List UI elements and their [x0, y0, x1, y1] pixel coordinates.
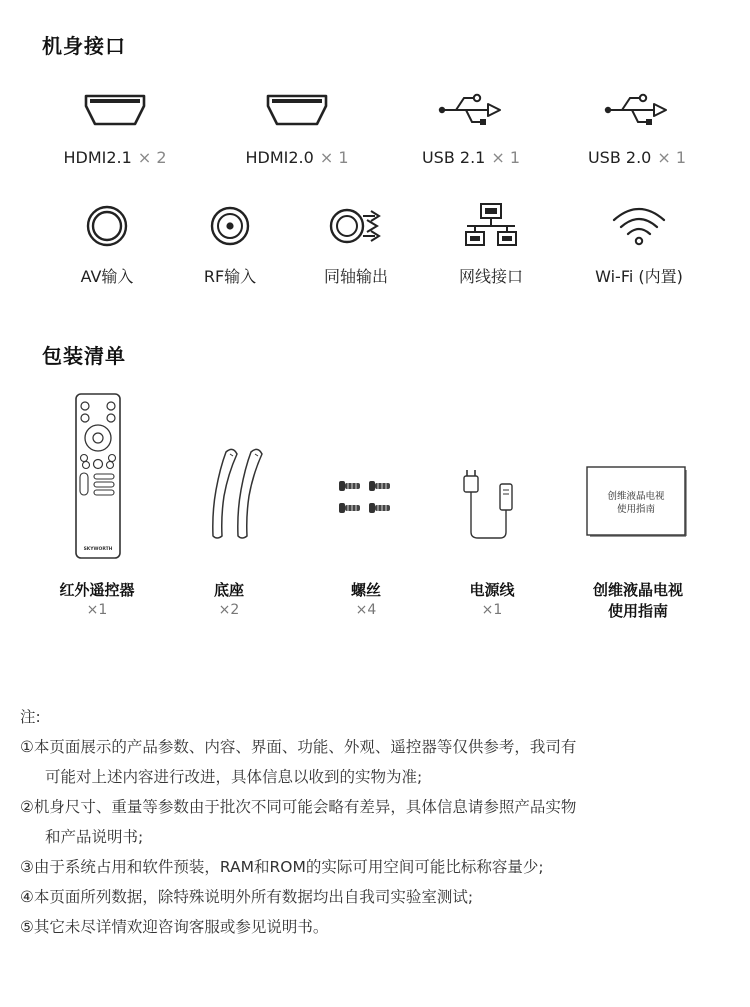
port-wifi: Wi-Fi (内置)	[554, 198, 724, 287]
port-ethernet: 网线接口	[406, 198, 576, 287]
notes-heading: 注:	[20, 708, 41, 726]
remote-brand: SKYWORTH	[83, 547, 113, 552]
usb-icon	[436, 93, 506, 127]
note-line: ②机身尺寸、重量等参数由于批次不同可能会略有差异，具体信息请参照产品实物	[20, 798, 577, 816]
note-line: ④本页面所列数据，除特殊说明外所有数据均出自我司实验室测试;	[20, 888, 474, 906]
note-line: ③由于系统占用和软件预装，RAM和ROM的实际可用空间可能比标称容量少;	[20, 858, 544, 876]
port-usb21: USB 2.1 × 1	[386, 82, 556, 167]
manual-book-icon	[586, 466, 688, 538]
note-line: 可能对上述内容进行改进，具体信息以收到的实物为准;	[45, 768, 423, 786]
port-hdmi21: HDMI2.1 × 2	[30, 82, 200, 167]
note-line: 和产品说明书;	[45, 828, 144, 846]
hdmi-icon	[265, 92, 329, 128]
package-item-screws: 螺丝 ×4	[350, 581, 381, 618]
notes	[20, 702, 730, 942]
usb-icon	[602, 93, 672, 127]
note-line: ①本页面展示的产品参数、内容、界面、功能、外观、遥控器等仅供参考，我司有	[20, 738, 577, 756]
coaxial-icon	[327, 203, 385, 249]
package-item-manual: 创维液晶电视 使用指南	[592, 581, 683, 620]
port-av-in: AV输入	[22, 198, 192, 287]
hdmi-icon	[83, 92, 147, 128]
stand-legs-icon	[206, 444, 276, 544]
rf-jack-icon	[207, 203, 253, 249]
wifi-icon	[610, 204, 668, 248]
power-cord-icon	[458, 462, 522, 546]
manual-cover-line2: 使用指南	[616, 504, 656, 515]
package-item-stand: 底座 ×2	[213, 581, 244, 618]
screws-icon	[336, 474, 398, 520]
package-title: 包装清单	[42, 344, 126, 368]
manual-cover-line1: 创维液晶电视	[607, 491, 665, 502]
note-line: ⑤其它未尽详情欢迎咨询客服或参见说明书。	[20, 918, 329, 936]
package-item-remote: 红外遥控器 ×1	[59, 581, 135, 618]
ethernet-icon	[463, 202, 519, 250]
av-jack-icon	[84, 203, 130, 249]
port-coaxial-out: 同轴输出	[271, 198, 441, 287]
port-rf-in: RF输入	[145, 198, 315, 287]
package-item-power-cord: 电源线 ×1	[469, 581, 515, 618]
port-hdmi20: HDMI2.0 × 1	[212, 82, 382, 167]
remote-control-icon	[72, 392, 124, 562]
interfaces-title: 机身接口	[42, 34, 126, 58]
port-usb20: USB 2.0 × 1	[552, 82, 722, 167]
